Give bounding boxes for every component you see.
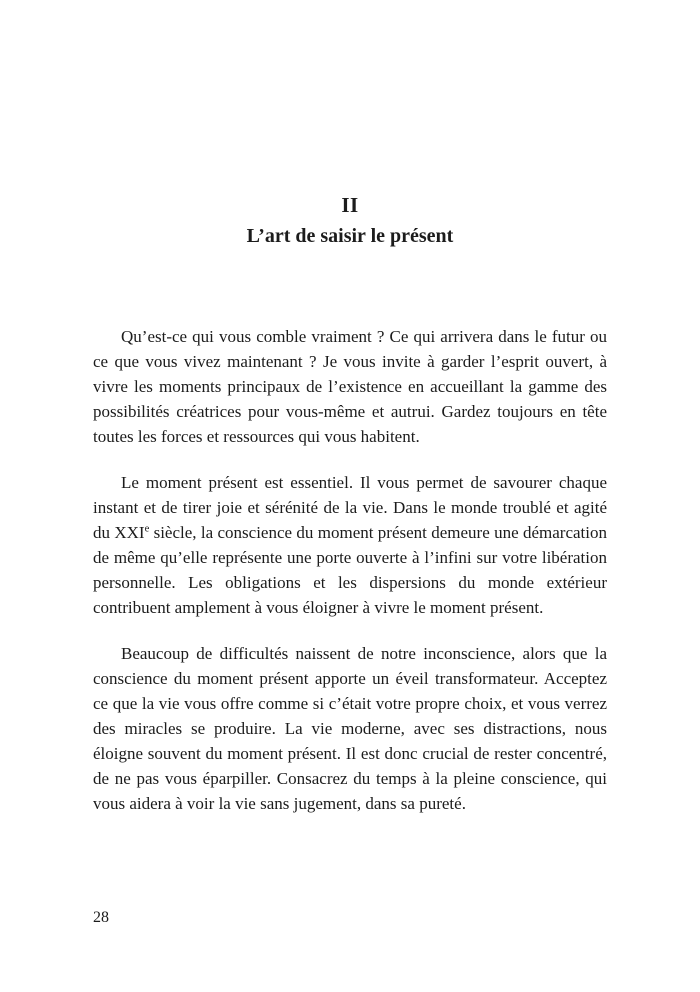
paragraph-1: Qu’est-ce qui vous comble vraiment ? Ce qui arrivera dans le futur ou ce que vous vivez maintenant ? Je vous invite à garder l’esprit ouvert, à vivre les moments principaux de l’existence en accueillant la gamme des possibilités créatrices pour vous-même et autrui. Gardez toujours en tête toutes les forces et ressources qui vous habitent. — [93, 327, 607, 446]
page-footer — [93, 908, 109, 928]
paragraph-2 — [93, 470, 607, 620]
chapter-header — [0, 0, 700, 250]
chapter-number: II — [341, 193, 359, 217]
body-text — [93, 324, 607, 816]
paragraph-2-text-b: siècle, la conscience du moment présent demeure une démarcation de même qu’elle représente une porte ouverte à l’infini sur votre libération personnelle. Les obligations et les dispersions du monde extérieur contribuent amplement à vous éloigner à vivre le moment présent. — [93, 523, 607, 617]
page-number: 28 — [93, 909, 109, 926]
superscript-e: e — [144, 523, 150, 535]
chapter-title: L’art de saisir le présent — [246, 225, 454, 247]
paragraph-2-text-a: Le moment présent est essentiel. Il vous permet de savourer chaque instant et de tirer joie et sérénité de la vie. Dans le monde troublé et agité du XXI — [93, 473, 607, 542]
paragraph-3: Beaucoup de difficultés naissent de notre inconscience, alors que la conscience du moment présent apporte un éveil transformateur. Acceptez ce que la vie vous offre comme si c’était votre propre choix, et vous verrez des miracles se produire. La vie moderne, avec ses distractions, nous éloigne souvent du moment présent. Il est donc crucial de rester concentré, de ne pas vous éparpiller. Consacrez du temps à la pleine conscience, qui vous aidera à voir la vie sans jugement, dans sa pureté. — [93, 644, 607, 813]
